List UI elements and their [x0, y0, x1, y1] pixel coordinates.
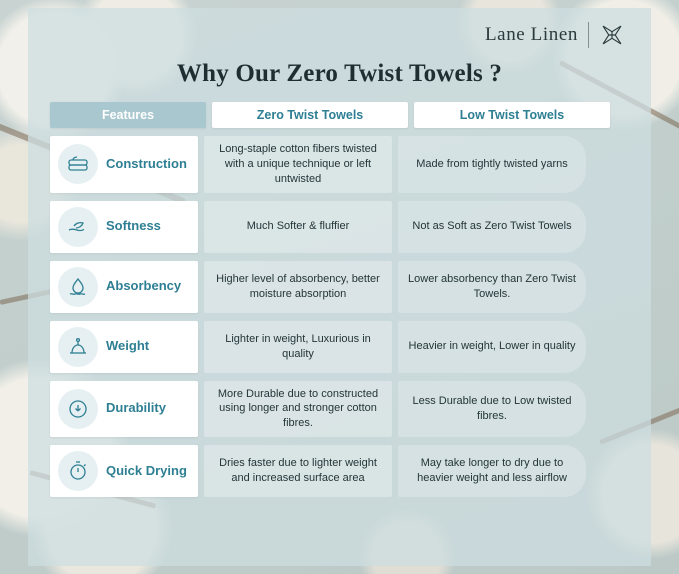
feature-cell [50, 261, 198, 313]
feature-label: Weight [106, 338, 150, 354]
zero-twist-value: Dries faster due to lighter weight and increased surface area [204, 445, 392, 497]
column-header-low-twist: Low Twist Towels [414, 102, 610, 128]
brand-divider [588, 22, 589, 48]
table-row [50, 201, 629, 253]
low-twist-value: May take longer to dry due to heavier weight and less airflow [398, 445, 586, 497]
table-row [50, 445, 629, 497]
feature-label: Construction [106, 155, 187, 171]
zero-twist-value: Higher level of absorbency, better moisture absorption [204, 261, 392, 313]
table-header-row [50, 102, 629, 128]
comparison-table [50, 102, 629, 497]
zero-twist-value: More Durable due to constructed using longer and stronger cotton fibres. [204, 381, 392, 438]
table-row [50, 381, 629, 438]
zero-twist-value: Lighter in weight, Luxurious in quality [204, 321, 392, 373]
zero-twist-value: Much Softer & fluffier [204, 201, 392, 253]
stopwatch-icon [58, 451, 98, 491]
weight-scale-icon [58, 327, 98, 367]
feature-label: Quick Drying [106, 462, 187, 478]
low-twist-value: Heavier in weight, Lower in quality [398, 321, 586, 373]
folded-towels-icon [58, 144, 98, 184]
brand-name: Lane Linen [484, 24, 578, 45]
content-panel [28, 8, 651, 566]
column-header-features: Features [50, 102, 206, 128]
page-title: Why Our Zero Twist Towels ? [176, 60, 503, 87]
zero-twist-value: Long-staple cotton fibers twisted with a unique technique or left untwisted [204, 136, 392, 193]
water-drop-absorb-icon [58, 267, 98, 307]
table-row [50, 321, 629, 373]
low-twist-value: Made from tightly twisted yarns [398, 136, 586, 193]
low-twist-value: Not as Soft as Zero Twist Towels [398, 201, 586, 253]
feature-cell [50, 136, 198, 193]
feature-cell [50, 321, 198, 373]
hand-feather-icon [58, 207, 98, 247]
feature-cell [50, 381, 198, 438]
feature-cell [50, 445, 198, 497]
low-twist-value: Lower absorbency than Zero Twist Towels. [398, 261, 586, 313]
low-twist-value: Less Durable due to Low twisted fibres. [398, 381, 586, 438]
knot-monogram-icon [599, 22, 625, 48]
feature-label: Softness [106, 218, 161, 234]
table-row [50, 261, 629, 313]
feature-label: Durability [106, 400, 166, 416]
feature-cell [50, 201, 198, 253]
column-header-zero-twist: Zero Twist Towels [212, 102, 408, 128]
brand-header [28, 8, 651, 48]
feature-label: Absorbency [106, 278, 182, 294]
table-row [50, 136, 629, 193]
shield-check-icon [58, 389, 98, 429]
